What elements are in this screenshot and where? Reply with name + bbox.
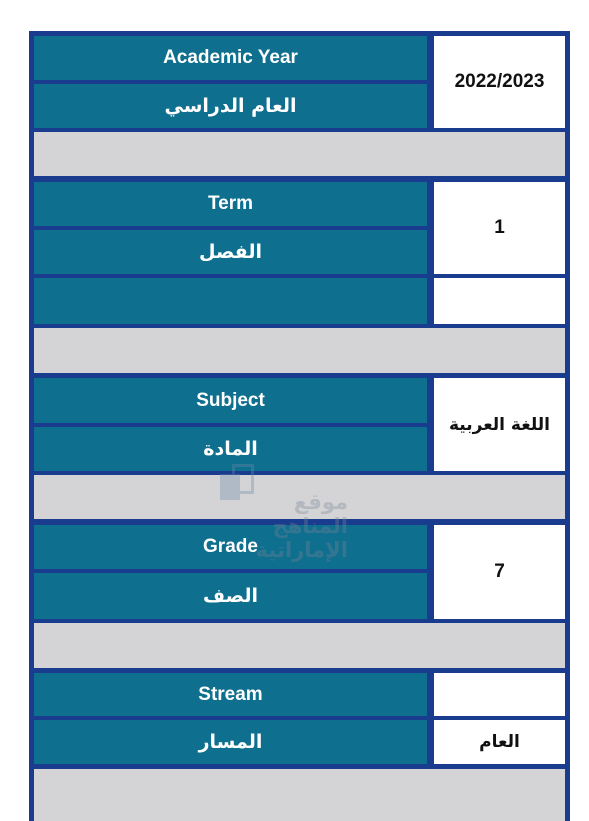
empty-label-cell (34, 278, 427, 324)
stream-label-ar: المسار (34, 720, 427, 764)
spacer-row (34, 328, 565, 373)
academic-year-label: Academic Year (34, 36, 427, 80)
spacer-row (34, 132, 565, 176)
academic-year-value: 2022/2023 (434, 36, 565, 128)
empty-value-cell (434, 278, 565, 324)
stream-value: العام (434, 720, 565, 764)
spacer-row (34, 623, 565, 668)
stream-label: Stream (34, 673, 427, 716)
academic-year-label-ar: العام الدراسي (34, 84, 427, 128)
term-label-ar: الفصل (34, 230, 427, 274)
subject-label: Subject (34, 378, 427, 423)
grade-label-ar: الصف (34, 573, 427, 619)
info-table (29, 31, 570, 821)
grade-label: Grade (34, 525, 427, 569)
term-label: Term (34, 182, 427, 226)
subject-value: اللغة العربية (434, 378, 565, 471)
term-value: 1 (434, 182, 565, 274)
stream-value-empty (434, 673, 565, 716)
watermark-name: موقع المناهج الإماراتية (255, 490, 348, 562)
spacer-row (34, 769, 565, 821)
subject-label-ar: المادة (34, 427, 427, 471)
grade-value: 7 (434, 525, 565, 619)
